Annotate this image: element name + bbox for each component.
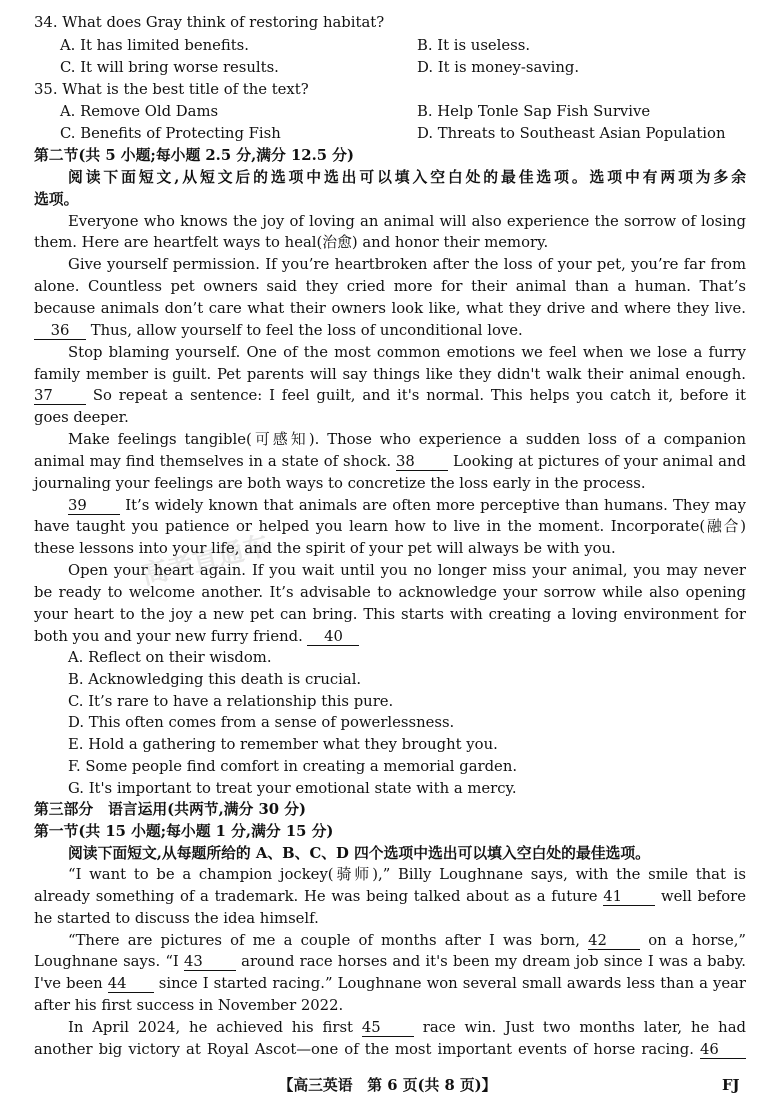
part3-heading: 第三部分 语言运用(共两节,满分 30 分) <box>34 801 307 818</box>
passage-line: journaling your feelings are both ways to concretize the loss early in the process. <box>34 475 646 492</box>
passage-line: goes deeper. <box>34 409 129 426</box>
passage-line <box>34 952 746 972</box>
blank-46: 46 <box>700 1041 746 1059</box>
passage-line: these lessons into your life, and the spirit of your pet will always be with you. <box>34 540 616 557</box>
passage-text: Loughnane says. “I <box>34 953 184 970</box>
option-e: E. Hold a gathering to remember what they brought you. <box>68 736 498 753</box>
section2-heading: 第二节(共 5 小题;每小题 2.5 分,满分 12.5 分) <box>34 147 354 164</box>
passage-line: them. Here are heartfelt ways to heal(治愈) and honor their memory. <box>34 234 549 251</box>
blank-36-text: Thus, allow yourself to feel the loss of unconditional love. <box>86 322 523 339</box>
q35-option-a: A. Remove Old Dams <box>60 103 219 120</box>
passage-line <box>34 627 746 647</box>
passage-line: your heart to the joy a new pet can bring. This starts with creating a loving environment for <box>34 606 746 623</box>
option-f: F. Some people find comfort in creating a memorial garden. <box>68 758 518 775</box>
passage-text: both you and your new furry friend. <box>34 628 308 645</box>
passage-line: Give yourself permission. If you’re heartbroken after the loss of your pet, you’re far from <box>68 256 746 273</box>
blank-42: 42 <box>588 932 640 950</box>
passage-text: It’s widely known that animals are often more perceptive than humans. They may <box>120 497 746 514</box>
option-a: A. Reflect on their wisdom. <box>68 649 272 666</box>
q34-stem: 34. What does Gray think of restoring habitat? <box>34 14 385 31</box>
passage-line: be ready to welcome another. It’s advisable to acknowledge your sorrow while also opening <box>34 584 746 601</box>
passage-line: Make feelings tangible(可感知). Those who experience a sudden loss of a companion <box>68 431 746 448</box>
passage-text: Looking at pictures of your animal and <box>448 453 746 470</box>
part3-section1-heading: 第一节(共 15 小题;每小题 1 分,满分 15 分) <box>34 823 334 840</box>
q34-option-a: A. It has limited benefits. <box>60 37 249 54</box>
passage-line: have taught you patience or helped you learn how to live in the moment. Incorporate(融合) <box>34 518 746 535</box>
passage-line: Open your heart again. If you wait until you no longer miss your animal, you may never <box>68 562 746 579</box>
passage-line: Everyone who knows the joy of loving an animal will also experience the sorrow of losing <box>68 213 746 230</box>
passage-line <box>34 452 746 472</box>
blank-40: 40 <box>307 628 359 646</box>
q35-stem: 35. What is the best title of the text? <box>34 81 309 98</box>
passage-line <box>34 321 746 341</box>
passage-line: “I want to be a champion jockey(骑师),” Billy Loughnane says, with the smile that is <box>68 866 746 883</box>
passage-text: around race horses and it's been my dream job since I was a baby. <box>235 953 746 970</box>
q35-option-b: B. Help Tonle Sap Fish Survive <box>417 103 651 120</box>
q35-option-c: C. Benefits of Protecting Fish <box>60 125 281 142</box>
passage-text: animal may find themselves in a state of shock. <box>34 453 396 470</box>
watermark: 高考直通车 <box>138 530 273 592</box>
passage-text: I've been <box>34 975 108 992</box>
option-d: D. This often comes from a sense of powerlessness. <box>68 714 455 731</box>
option-c: C. It’s rare to have a relationship this pure. <box>68 693 394 710</box>
blank-41: 41 <box>603 888 655 906</box>
passage-text: already something of a trademark. He was being talked about as a future <box>34 888 604 905</box>
q34-option-b: B. It is useless. <box>417 37 531 54</box>
blank-37: 37 <box>34 387 86 405</box>
passage-text: “There are pictures of me a couple of months after I was born, <box>68 932 589 949</box>
passage-line <box>34 887 746 907</box>
passage-line <box>68 496 746 516</box>
blank-38: 38 <box>396 453 448 471</box>
passage-text: In April 2024, he achieved his first <box>68 1019 362 1036</box>
passage-line: family member is guilt. Pet parents will say things like they didn't walk their animal enough. <box>34 366 746 383</box>
passage-line <box>68 931 746 951</box>
passage-line <box>34 974 746 994</box>
option-g: G. It's important to treat your emotional state with a mercy. <box>68 780 517 797</box>
option-b: B. Acknowledging this death is crucial. <box>68 671 362 688</box>
q35-option-d: D. Threats to Southeast Asian Population <box>417 125 726 142</box>
passage-text: another big victory at Royal Ascot—one of the most important events of horse racing. <box>34 1041 700 1058</box>
passage-line: alone. Countless pet owners said they cried more for their animal than a human. That’s <box>34 278 746 295</box>
passage-line <box>34 1040 746 1060</box>
passage-line <box>68 1018 746 1038</box>
blank-36: 36 <box>34 322 86 340</box>
q34-option-d: D. It is money-saving. <box>417 59 580 76</box>
blank-39: 39 <box>68 497 120 515</box>
q34-option-c: C. It will bring worse results. <box>60 59 279 76</box>
blank-43: 43 <box>184 953 236 971</box>
section2-instruction-line2: 选项。 <box>34 191 79 208</box>
passage-line: Stop blaming yourself. One of the most common emotions we feel when we lose a furry <box>68 344 746 361</box>
page-footer: 【高三英语 第 6 页(共 8 页)】 <box>278 1077 497 1094</box>
passage-text: race win. Just two months later, he had <box>413 1019 746 1036</box>
blank-44: 44 <box>108 975 154 993</box>
passage-text: since I started racing.” Loughnane won several small awards less than a year <box>153 975 747 992</box>
passage-line: because animals don’t care what their owners look like, what they drive and where they live. <box>34 300 746 317</box>
passage-line <box>34 386 746 406</box>
part3-instruction: 阅读下面短文,从每题所给的 A、B、C、D 四个选项中选出可以填入空白处的最佳选项。 <box>68 845 650 862</box>
region-code: FJ <box>722 1077 740 1094</box>
blank-45: 45 <box>362 1019 414 1037</box>
passage-text: well before <box>655 888 746 905</box>
passage-line: after his first success in November 2022. <box>34 997 344 1014</box>
section2-instruction-line1: 阅读下面短文,从短文后的选项中选出可以填入空白处的最佳选项。选项中有两项为多余 <box>68 169 746 186</box>
passage-text: on a horse,” <box>640 932 746 949</box>
passage-line: he started to discuss the idea himself. <box>34 910 319 927</box>
blank-37-text: So repeat a sentence: I feel guilt, and it's normal. This helps you catch it, before it <box>86 387 746 404</box>
